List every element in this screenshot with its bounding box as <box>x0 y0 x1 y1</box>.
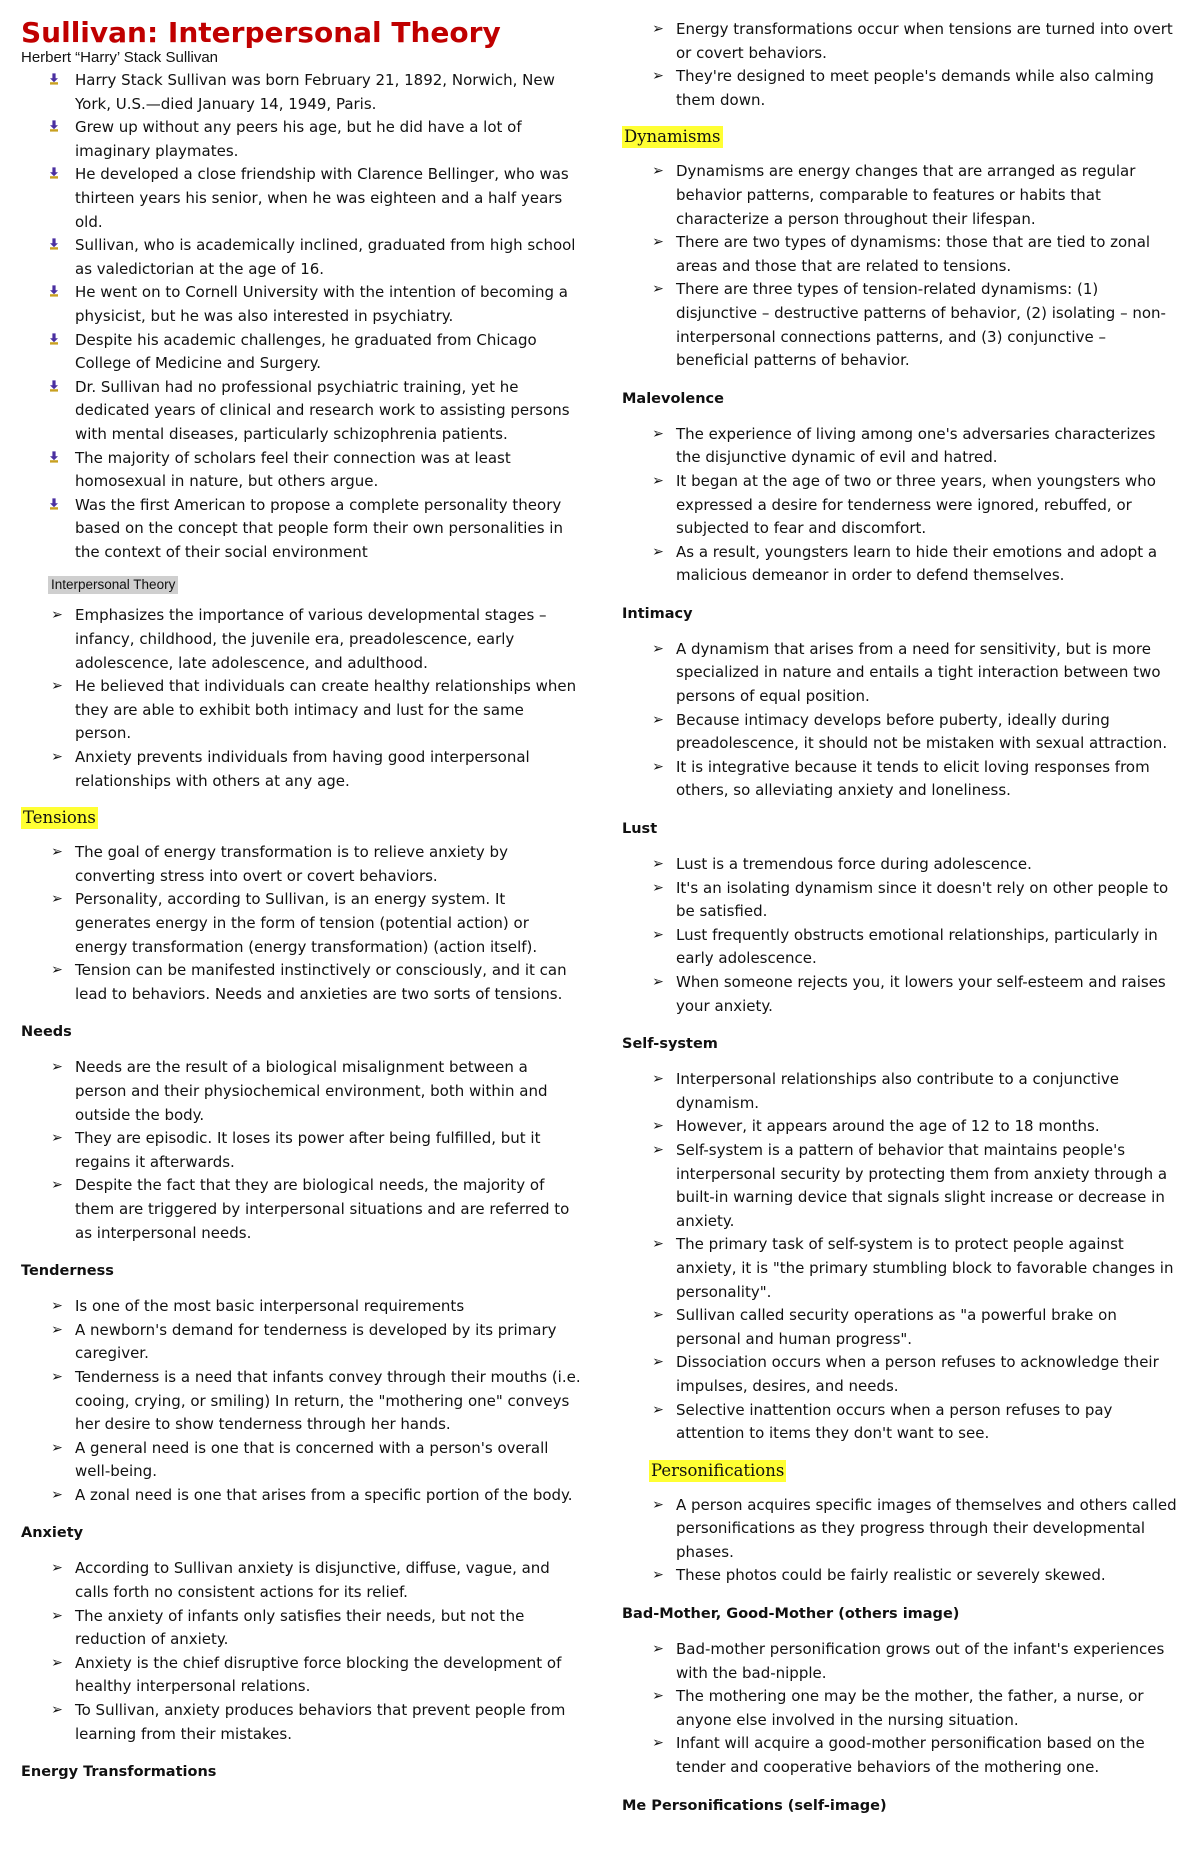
section-heading-intimacy: Intimacy <box>622 605 693 622</box>
bio-item <box>21 116 581 163</box>
list-item-text: He believed that individuals can create healthy relationships when they are able to exhibit both intimacy and lust for the same person. <box>75 677 577 743</box>
list-item <box>622 541 1182 588</box>
list-item-text: A person acquires specific images of themselves and others called personifications as they progress through their developmental phases. <box>676 1495 1177 1561</box>
arrow-bullet-icon: ➢ <box>652 543 664 560</box>
list-item-text: It is integrative because it tends to elicit loving responses from others, so alleviating anxiety and loneliness. <box>676 757 1150 800</box>
section-heading-lust: Lust <box>622 821 658 838</box>
arrow-bullet-icon: ➢ <box>51 1702 63 1719</box>
section-heading-me-personifications: Me Personifications (self-image) <box>622 1797 887 1814</box>
list-item-text: Infant will acquire a good-mother personification based on the tender and cooperative behaviors of the mothering one. <box>676 1734 1145 1777</box>
arrow-bullet-icon: ➢ <box>652 1641 664 1658</box>
bio-item <box>21 234 581 281</box>
arrow-bullet-icon: ➢ <box>51 1059 63 1076</box>
list-item <box>622 1233 1182 1304</box>
list-item-text: Self-system is a pattern of behavior that maintains people's interpersonal security by protecting them from anxiety through a built-in warning device that signals slight increase or decrease in anxiety. <box>676 1140 1168 1230</box>
list-item-text: Bad-mother personification grows out of the infant's experiences with the bad-nipple. <box>676 1640 1165 1682</box>
list-item <box>622 1564 1182 1588</box>
list-item-text: Lust is a tremendous force during adolescence. <box>676 855 1032 874</box>
list-item-text: As a result, youngsters learn to hide their emotions and adopt a malicious demeanor in order to defend themselves. <box>676 542 1158 585</box>
list-item <box>21 888 581 959</box>
list-item <box>21 1437 581 1484</box>
list-item-text: These photos could be fairly realistic or severely skewed. <box>676 1566 1106 1585</box>
list-item <box>21 604 581 675</box>
list-item-text: According to Sullivan anxiety is disjunctive, diffuse, vague, and calls forth no consistent actions for its relief. <box>75 1559 550 1602</box>
list-item <box>21 1319 581 1366</box>
list-item-text: Selective inattention occurs when a person refuses to pay attention to items they don't want to see. <box>676 1400 1113 1443</box>
list-item <box>622 423 1182 470</box>
bio-item-text: Harry Stack Sullivan was born February 21, 1892, Norwich, New York, U.S.—died January 14, 1949, Paris. <box>75 71 555 113</box>
malevolence-list <box>622 423 1182 588</box>
bio-item <box>21 163 581 234</box>
list-item-text: Anxiety is the chief disruptive force blocking the development of healthy interpersonal relations. <box>75 1653 562 1696</box>
bio-item <box>21 281 581 328</box>
list-item <box>21 1484 581 1508</box>
list-item <box>21 1127 581 1174</box>
list-item-text: The mothering one may be the mother, the father, a nurse, or anyone else involved in the nursing situation. <box>676 1687 1144 1729</box>
page-subtitle: Herbert “Harry’ Stack Sullivan <box>21 49 218 66</box>
arrow-bullet-icon: ➢ <box>51 749 63 766</box>
arrow-bullet-icon: ➢ <box>51 1560 63 1577</box>
arrow-bullet-icon: ➢ <box>51 678 63 695</box>
arrow-bullet-icon: ➢ <box>652 640 664 657</box>
list-item <box>622 1351 1182 1398</box>
section-heading-tensions: Tensions <box>23 808 96 828</box>
arrow-bullet-icon: ➢ <box>51 1607 63 1624</box>
list-item <box>622 1139 1182 1233</box>
list-item <box>622 1115 1182 1139</box>
list-item <box>21 1056 581 1127</box>
arrow-bullet-icon: ➢ <box>652 281 664 298</box>
arrow-bullet-icon: ➢ <box>652 1688 664 1705</box>
list-item-text: When someone rejects you, it lowers your self-esteem and raises your anxiety. <box>676 973 1166 1015</box>
list-item-text: A dynamism that arises from a need for sensitivity, but is more specialized in nature and entails a tight interaction between two persons of equal position. <box>676 639 1161 706</box>
list-item-text: The experience of living among one's adversaries characterizes the disjunctive dynamic of evil and hatred. <box>676 424 1156 467</box>
list-item-text: The primary task of self-system is to protect people against anxiety, it is "the primary stumbling block to favorable changes in personality". <box>676 1235 1174 1301</box>
arrow-bullet-icon: ➢ <box>652 1567 664 1584</box>
tensions-list <box>21 841 581 1006</box>
arrow-bullet-icon: ➢ <box>652 1141 664 1158</box>
list-item <box>21 675 581 746</box>
list-item <box>622 278 1182 372</box>
list-item <box>622 1304 1182 1351</box>
list-item-text: However, it appears around the age of 12 to 18 months. <box>676 1117 1100 1136</box>
arrow-bullet-icon: ➢ <box>652 1496 664 1513</box>
arrow-bullet-icon: ➢ <box>652 425 664 442</box>
bio-item-text: Was the first American to propose a complete personality theory based on the concept that people form their own personalities in the context of their social environment <box>75 495 563 561</box>
pointer-bullet-icon <box>50 332 58 346</box>
personifications-list <box>622 1494 1182 1588</box>
page-title: Sullivan: Interpersonal Theory <box>21 16 501 49</box>
list-item-text: There are two types of dynamisms: those that are tied to zonal areas and those that are related to tensions. <box>676 233 1151 275</box>
energy-transformations-list <box>622 18 1182 112</box>
list-item <box>622 877 1182 924</box>
right-column <box>622 0 1182 1830</box>
arrow-bullet-icon: ➢ <box>652 1236 664 1253</box>
bio-item <box>21 329 581 376</box>
list-item <box>622 1494 1182 1565</box>
arrow-bullet-icon: ➢ <box>652 21 664 37</box>
arrow-bullet-icon: ➢ <box>51 1654 63 1671</box>
arrow-bullet-icon: ➢ <box>652 758 664 775</box>
list-item-text: They're designed to meet people's demands while also calming them down. <box>676 67 1154 109</box>
list-item-text: Emphasizes the importance of various developmental stages – infancy, childhood, the juvenile era, preadolescence, early adolescence, late adolescence, and adulthood. <box>75 606 547 672</box>
list-item <box>622 853 1182 877</box>
bio-item-text: He went on to Cornell University with the intention of becoming a physicist, but he was also interested in psychiatry. <box>75 283 568 325</box>
list-item-text: Anxiety prevents individuals from having good interpersonal relationships with others at any age. <box>75 748 530 790</box>
arrow-bullet-icon: ➢ <box>51 1321 63 1338</box>
pointer-bullet-icon <box>50 237 58 251</box>
arrow-bullet-icon: ➢ <box>51 1486 63 1503</box>
list-item-text: The goal of energy transformation is to relieve anxiety by converting stress into overt or covert behaviors. <box>75 843 508 885</box>
list-item-text: There are three types of tension-related dynamisms: (1) disjunctive – destructive patterns of behavior, (2) isolating – non-interpersonal connections patterns, and (3) conjunctive – beneficial patterns of behavior. <box>676 280 1166 370</box>
needs-list <box>21 1056 581 1245</box>
left-column <box>21 0 581 1796</box>
list-item-text: Despite the fact that they are biological needs, the majority of them are triggered by interpersonal situations and are referred to as interpersonal needs. <box>75 1176 570 1242</box>
self-system-list <box>622 1068 1182 1446</box>
list-item-text: To Sullivan, anxiety produces behaviors that prevent people from learning from their mistakes. <box>75 1701 566 1743</box>
arrow-bullet-icon: ➢ <box>51 1177 63 1194</box>
arrow-bullet-icon: ➢ <box>51 607 63 624</box>
list-item <box>622 638 1182 709</box>
arrow-bullet-icon: ➢ <box>51 891 63 908</box>
arrow-bullet-icon: ➢ <box>51 1439 63 1456</box>
pointer-bullet-icon <box>50 72 58 86</box>
arrow-bullet-icon: ➢ <box>652 1071 664 1088</box>
bio-item <box>21 447 581 494</box>
arrow-bullet-icon: ➢ <box>652 1118 664 1135</box>
list-item-text: Energy transformations occur when tensions are turned into overt or covert behaviors. <box>676 20 1173 62</box>
list-item-text: It's an isolating dynamism since it doesn't rely on other people to be satisfied. <box>676 878 1169 921</box>
arrow-bullet-icon: ➢ <box>652 856 664 873</box>
list-item <box>21 746 581 793</box>
list-item-text: Lust frequently obstructs emotional relationships, particularly in early adolescence. <box>676 925 1158 968</box>
list-item <box>622 756 1182 803</box>
interpersonal-theory-list <box>21 604 581 793</box>
bio-item-text: Grew up without any peers his age, but he did have a lot of imaginary playmates. <box>75 118 522 160</box>
list-item-text: The anxiety of infants only satisfies their needs, but not the reduction of anxiety. <box>75 1606 525 1649</box>
list-item <box>622 1685 1182 1732</box>
list-item-text: A general need is one that is concerned with a person's overall well-being. <box>75 1438 549 1481</box>
arrow-bullet-icon: ➢ <box>652 879 664 896</box>
list-item-text: Sullivan called security operations as "a powerful brake on personal and human progress". <box>676 1306 1117 1348</box>
section-heading-anxiety: Anxiety <box>21 1525 84 1542</box>
section-heading-malevolence: Malevolence <box>622 390 724 407</box>
list-item <box>622 160 1182 231</box>
list-item <box>622 1638 1182 1685</box>
intimacy-list <box>622 638 1182 803</box>
section-heading-energy-transformations: Energy Transformations <box>21 1764 217 1781</box>
list-item-text: Tenderness is a need that infants convey through their mouths (i.e. cooing, crying, or smiling) In return, the "mothering one" conveys her desire to show tenderness through her hands. <box>75 1367 581 1434</box>
lust-list <box>622 853 1182 1018</box>
pointer-bullet-icon <box>50 450 58 464</box>
section-heading-interpersonal-theory: Interpersonal Theory <box>48 576 178 594</box>
list-item-text: A newborn's demand for tenderness is developed by its primary caregiver. <box>75 1320 557 1363</box>
arrow-bullet-icon: ➢ <box>51 844 63 861</box>
bio-item <box>21 376 581 447</box>
dynamisms-list <box>622 160 1182 372</box>
section-heading-tenderness: Tenderness <box>21 1263 114 1280</box>
list-item-text: It began at the age of two or three years, when youngsters who expressed a desire for tenderness were ignored, rebuffed, or subjected to fear and discomfort. <box>676 471 1156 538</box>
list-item <box>21 959 581 1006</box>
list-item <box>622 65 1182 112</box>
bio-item-text: Sullivan, who is academically inclined, graduated from high school as valedictorian at the age of 16. <box>75 236 576 278</box>
list-item <box>622 18 1182 65</box>
arrow-bullet-icon: ➢ <box>652 1354 664 1371</box>
arrow-bullet-icon: ➢ <box>652 163 664 180</box>
list-item-text: Personality, according to Sullivan, is an energy system. It generates energy in the form of tension (potential action) or energy transformation (energy transformation) (action itself). <box>75 890 538 956</box>
list-item-text: Because intimacy develops before puberty, ideally during preadolescence, it should not be mistaken with sexual attraction. <box>676 710 1168 753</box>
bad-mother-list <box>622 1638 1182 1780</box>
list-item-text: Dynamisms are energy changes that are arranged as regular behavior patterns, comparable to features or habits that characterize a person throughout their lifespan. <box>676 162 1136 228</box>
list-item-text: Dissociation occurs when a person refuses to acknowledge their impulses, desires, and needs. <box>676 1353 1159 1395</box>
bio-item <box>21 494 581 565</box>
bio-item-text: Despite his academic challenges, he graduated from Chicago College of Medicine and Surgery. <box>75 330 537 373</box>
arrow-bullet-icon: ➢ <box>652 1401 664 1418</box>
list-item-text: Interpersonal relationships also contribute to a conjunctive dynamism. <box>676 1070 1119 1112</box>
section-heading-self-system: Self-system <box>622 1036 718 1053</box>
tenderness-list <box>21 1295 581 1507</box>
list-item-text: Is one of the most basic interpersonal requirements <box>75 1297 465 1316</box>
pointer-bullet-icon <box>50 379 58 393</box>
list-item <box>622 231 1182 278</box>
pointer-bullet-icon <box>50 284 58 298</box>
list-item <box>622 709 1182 756</box>
arrow-bullet-icon: ➢ <box>652 974 664 990</box>
list-item <box>21 1652 581 1699</box>
list-item <box>21 1557 581 1604</box>
arrow-bullet-icon: ➢ <box>652 1307 664 1324</box>
arrow-bullet-icon: ➢ <box>652 68 664 85</box>
arrow-bullet-icon: ➢ <box>652 472 664 489</box>
arrow-bullet-icon: ➢ <box>652 1735 664 1752</box>
pointer-bullet-icon <box>50 119 58 133</box>
list-item <box>21 1295 581 1319</box>
list-item <box>622 1399 1182 1446</box>
anxiety-list <box>21 1557 581 1746</box>
section-heading-personifications: Personifications <box>651 1460 785 1480</box>
list-item-text: Needs are the result of a biological misalignment between a person and their physiochemical environment, both within and outside the body. <box>75 1058 548 1124</box>
section-heading-dynamisms: Dynamisms <box>624 127 721 147</box>
list-item <box>622 924 1182 971</box>
bio-item-text: The majority of scholars feel their connection was at least homosexual in nature, but others argue. <box>75 448 511 491</box>
list-item <box>622 1068 1182 1115</box>
list-item <box>622 470 1182 541</box>
arrow-bullet-icon: ➢ <box>652 711 664 728</box>
list-item <box>21 1699 581 1746</box>
bio-item-text: Dr. Sullivan had no professional psychiatric training, yet he dedicated years of clinical and research work to assisting persons with mental diseases, particularly schizophrenia patients. <box>75 377 570 443</box>
bio-item-text: He developed a close friendship with Clarence Bellinger, who was thirteen years his senior, when he was eighteen and a half years old. <box>75 165 569 231</box>
section-heading-needs: Needs <box>21 1024 72 1041</box>
arrow-bullet-icon: ➢ <box>51 1368 63 1385</box>
arrow-bullet-icon: ➢ <box>51 962 63 979</box>
list-item <box>21 841 581 888</box>
list-item <box>622 1732 1182 1779</box>
bio-list <box>21 69 581 564</box>
arrow-bullet-icon: ➢ <box>51 1130 63 1147</box>
list-item-text: Tension can be manifested instinctively or consciously, and it can lead to behaviors. Needs and anxieties are two sorts of tensions. <box>75 961 567 1003</box>
arrow-bullet-icon: ➢ <box>652 234 664 251</box>
pointer-bullet-icon <box>50 497 58 511</box>
list-item <box>622 971 1182 1018</box>
list-item-text: A zonal need is one that arises from a specific portion of the body. <box>75 1485 573 1504</box>
list-item <box>21 1605 581 1652</box>
section-heading-bad-mother-good-mother: Bad-Mother, Good-Mother (others image) <box>622 1606 960 1623</box>
bio-item <box>21 69 581 116</box>
arrow-bullet-icon: ➢ <box>652 926 664 943</box>
list-item <box>21 1174 581 1245</box>
list-item-text: They are episodic. It loses its power after being fulfilled, but it regains it afterwards. <box>75 1129 541 1171</box>
pointer-bullet-icon <box>50 166 58 180</box>
list-item <box>21 1366 581 1437</box>
arrow-bullet-icon: ➢ <box>51 1298 63 1315</box>
